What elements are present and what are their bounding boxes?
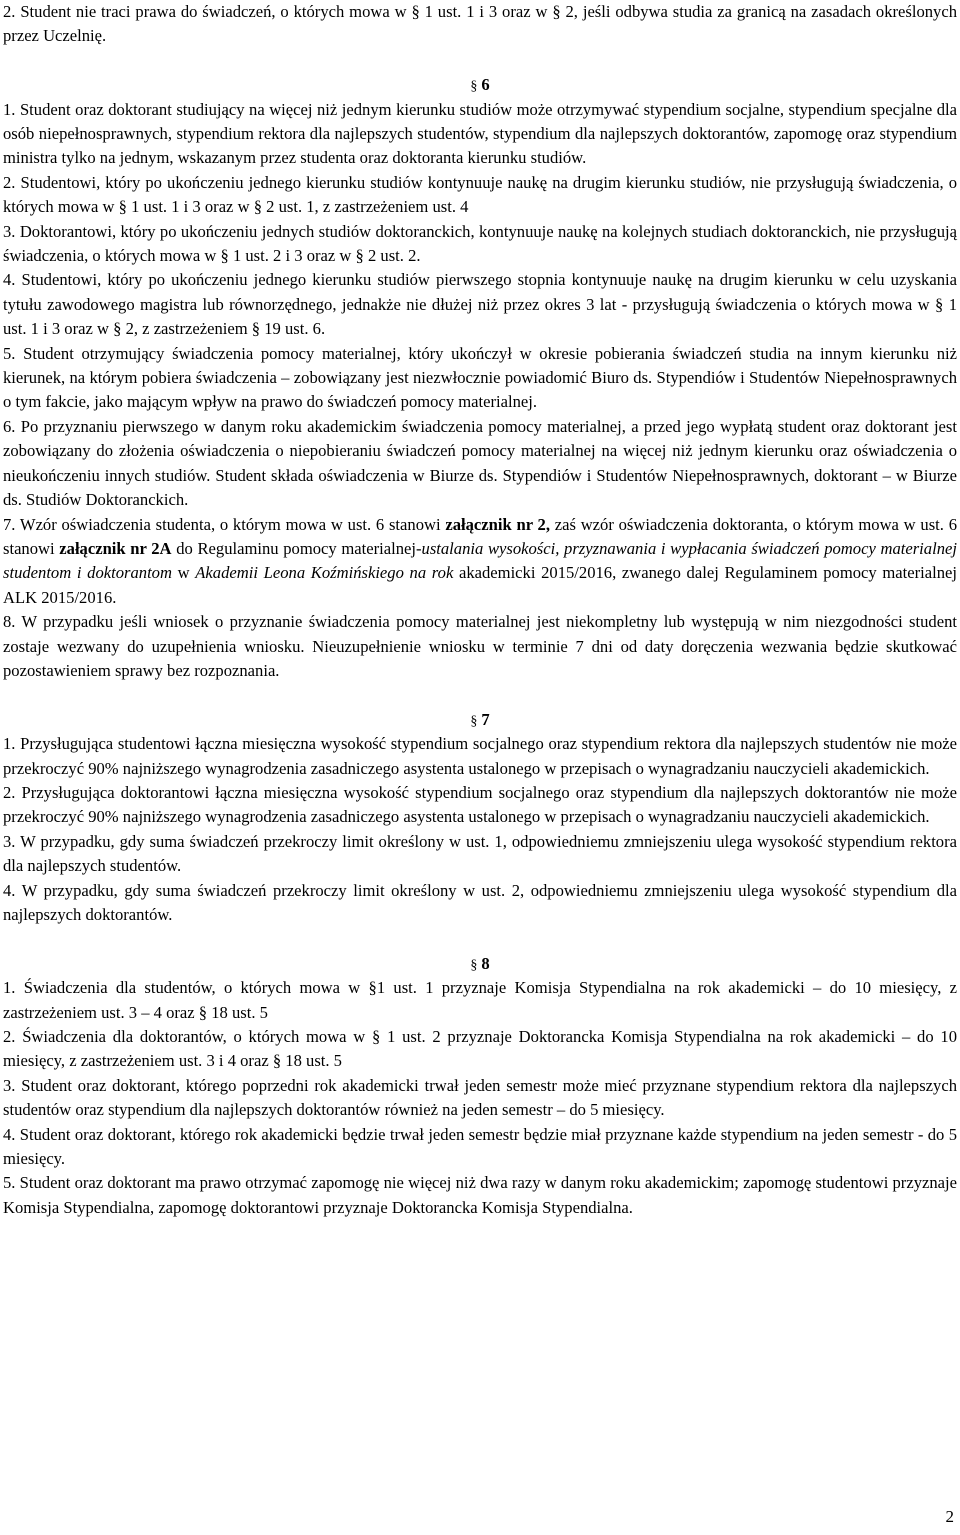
section-heading-6: § 6 <box>470 75 490 95</box>
page-number: 2 <box>945 1507 954 1526</box>
paragraph-7-3: 3. W przypadku, gdy suma świadczeń przekroczy limit określony w ust. 1, odpowiedniemu zmniejszeniu ulega wysokość stypendium rektora dla najlepszych studentów. <box>3 831 957 876</box>
paragraph-7-4: 4. W przypadku, gdy suma świadczeń przekroczy limit określony w ust. 2, odpowiedniemu zmniejszeniu ulega wysokość stypendium dla najlepszych doktorantów. <box>3 880 957 924</box>
paragraph-6-1: 1. Student oraz doktorant studiujący na więcej niż jednym kierunku studiów może otrzymywać stypendium socjalne, stypendium specjalne dla osób niepełnosprawnych, stypendium rektora dla najlepszych studentów, stypendium dla najlepszych doktorantów, zapomogę oraz stypendium ministra tylko na jednym, wskazanym przez studenta oraz doktoranta kierunku studiów. <box>3 99 957 168</box>
paragraph-6-7: 7. Wzór oświadczenia studenta, o którym mowa w ust. 6 stanowi załącznik nr 2, zaś wzór oświadczenia doktoranta, o którym mowa w ust. 6 stanowi załącznik nr 2A do Regulaminu pomocy materialnej-ustalania wysokości, przyznawania i wypłacania świadczeń pomocy materialnej studentom i doktorantom w Akademii Leona Koźmińskiego na rok akademicki 2015/2016, zwanego dalej Regulaminem pomocy materialnej ALK 2015/2016. <box>3 514 957 607</box>
paragraph-8-4: 4. Student oraz doktorant, którego rok akademicki będzie trwał jeden semestr będzie miał przyznane każde stypendium na jeden semestr - do 5 miesięcy. <box>3 1124 957 1168</box>
paragraph-6-6: 6. Po przyznaniu pierwszego w danym roku akademickim świadczenia pomocy materialnej, a przed jego wypłatą student oraz doktorant jest zobowiązany do złożenia oświadczenia o niepobieraniu świadczeń pomocy materialnej na więcej niż jednym kierunku oraz oświadczenia o nieukończeniu innych studiów. Student składa oświadczenia w Biurze ds. Stypendiów i Studentów Niepełnosprawnych, doktorant – w Biurze ds. Studiów Doktoranckich. <box>3 416 957 510</box>
paragraph-5-2: 2. Student nie traci prawa do świadczeń, o których mowa w § 1 ust. 1 i 3 oraz w § 2, jeśli odbywa studia za granicą na zasadach określonych przez Uczelnię. <box>3 2 957 46</box>
paragraph-8-1: 1. Świadczenia dla studentów, o których mowa w §1 ust. 1 przyznaje Komisja Stypendialna na rok akademicki – do 10 miesięcy, z zastrzeżeniem ust. 3 – 4 oraz § 18 ust. 5 <box>3 978 957 1022</box>
paragraph-7-1: 1. Przysługująca studentowi łączna miesięczna wysokość stypendium socjalnego oraz stypendium rektora dla najlepszych studentów nie może przekroczyć 90% najniższego wynagrodzenia zasadniczego asystenta ustalonego w przepisach o wynagradzaniu nauczycieli akademickich. <box>3 734 957 778</box>
paragraph-8-5: 5. Student oraz doktorant ma prawo otrzymać zapomogę nie więcej niż dwa razy w danym roku akademickim; zapomogę studentowi przyznaje Komisja Stypendialna, zapomogę doktorantowi przyznaje Doktorancka Komisja Stypendialna. <box>3 1173 957 1217</box>
section-sign: § <box>470 713 478 729</box>
paragraph-6-8: 8. W przypadku jeśli wniosek o przyznanie świadczenia pomocy materialnej jest niekompletny lub występują w nim niezgodności student zostaje wezwany do uzupełnienia wniosku. Nieuzupełnienie wniosku w terminie 7 dni od daty doręczenia wezwania będzie skutkować pozostawieniem sprawy bez rozpoznania. <box>3 612 957 680</box>
paragraph-7-2: 2. Przysługująca doktorantowi łączna miesięczna wysokość stypendium socjalnego oraz stypendium dla najlepszych doktorantów nie może przekroczyć 90% najniższego wynagrodzenia zasadniczego asystenta ustalonego w przepisach o wynagradzaniu nauczycieli akademickich. <box>3 782 957 827</box>
paragraph-6-2: 2. Studentowi, który po ukończeniu jednego kierunku studiów kontynuuje naukę na drugim kierunku studiów, nie przysługują świadczenia, o których mowa w § 1 ust. 1 i 3 oraz w § 2 ust. 1, z zastrzeżeniem ust. 4 <box>3 172 957 217</box>
section-sign: § <box>470 957 478 973</box>
paragraph-8-3: 3. Student oraz doktorant, którego poprzedni rok akademicki trwał jeden semestr może mieć przyznane stypendium rektora dla najlepszych studentów oraz stypendium dla najlepszych doktorantów również na jeden semestr – do 5 miesięcy. <box>3 1075 957 1120</box>
paragraph-6-5: 5. Student otrzymujący świadczenia pomocy materialnej, który ukończył w okresie pobierania świadczeń studia na innym kierunku niż kierunek, na którym pobiera świadczenia – zobowiązany jest niezwłocznie powiadomić Biuro ds. Stypendiów i Studentów Niepełnosprawnych o tym fakcie, jako mającym wpływ na prawo do świadczeń pomocy materialnej. <box>3 343 957 412</box>
section-heading-8: § 8 <box>470 953 490 973</box>
paragraph-6-4: 4. Studentowi, który po ukończeniu jednego kierunku studiów pierwszego stopnia kontynuuje naukę na drugim kierunku w celu uzyskania tytułu zawodowego magistra lub równorzędnego, jednakże nie dłużej niż przez okres 3 lat - przysługują świadczenia o których mowa w § 1 ust. 1 i 3 oraz w § 2, z zastrzeżeniem § 19 ust. 6. <box>3 270 957 339</box>
section-heading-7: § 7 <box>470 709 490 729</box>
paragraph-8-2: 2. Świadczenia dla doktorantów, o których mowa w § 1 ust. 2 przyznaje Doktorancka Komisja Stypendialna na rok akademicki – do 10 miesięcy, z zastrzeżeniem ust. 3 i 4 oraz § 18 ust. 5 <box>3 1026 957 1071</box>
document-page <box>3 0 957 1220</box>
attachment-2-ref: załącznik nr 2, <box>445 514 550 534</box>
attachment-2a-ref: załącznik nr 2A <box>59 538 172 558</box>
paragraph-6-3: 3. Doktorantowi, który po ukończeniu jednych studiów doktoranckich, kontynuuje naukę na kolejnych studiach doktoranckich, nie przysługują świadczenia, o których mowa w § 1 ust. 2 i 3 oraz w § 2 ust. 2. <box>3 221 957 266</box>
section-sign: § <box>470 79 478 95</box>
